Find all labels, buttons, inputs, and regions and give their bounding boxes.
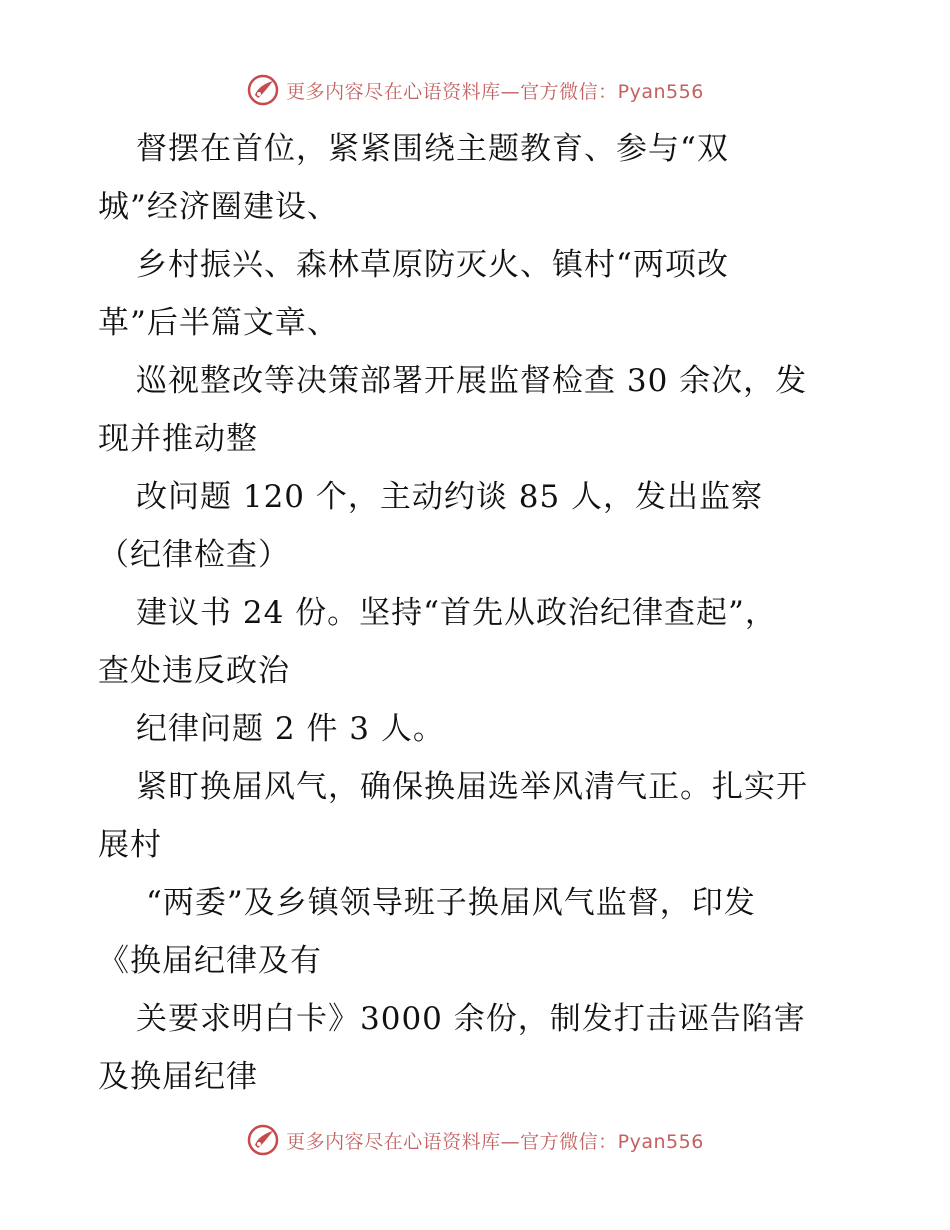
text-line: 关要求明白卡》3000 余份，制发打击诬告陷害 (136, 1001, 806, 1037)
footer-banner (0, 1120, 950, 1160)
header-banner (0, 70, 950, 110)
document-body (98, 120, 858, 1106)
text-line: 督摆在首位，紧紧围绕主题教育、参与“双 (136, 131, 729, 167)
text-line: 《换届纪律及有 (98, 943, 322, 979)
text-line: 纪律问题 2 件 3 人。 (136, 711, 445, 747)
text-line: 改问题 120 个，主动约谈 85 人，发出监察 (136, 479, 764, 515)
text-line: （纪律检查） (98, 537, 290, 573)
text-line: 现并推动整 (98, 421, 258, 457)
banner-text: 更多内容尽在心语资料库—官方微信：Pyan556 (286, 1130, 704, 1153)
text-line: 紧盯换届风气，确保换届选举风清气正。扎实开 (136, 769, 808, 805)
text-line: 乡村振兴、森林草原防灭火、镇村“两项改 (136, 247, 729, 283)
text-line: 查处违反政治 (98, 653, 290, 689)
logo-icon (246, 1123, 280, 1157)
logo-icon (246, 73, 280, 107)
text-line: 展村 (98, 827, 162, 863)
text-line: 城”经济圈建设、 (98, 189, 339, 225)
text-line: 及换届纪律 (98, 1059, 258, 1095)
text-line: 革”后半篇文章、 (98, 305, 339, 341)
text-line: 巡视整改等决策部署开展监督检查 30 余次，发 (136, 363, 808, 399)
text-line: 建议书 24 份。坚持“首先从政治纪律查起”， (136, 595, 777, 631)
banner-text: 更多内容尽在心语资料库—官方微信：Pyan556 (286, 80, 704, 103)
text-line: “两委”及乡镇领导班子换届风气监督，印发 (146, 885, 756, 921)
